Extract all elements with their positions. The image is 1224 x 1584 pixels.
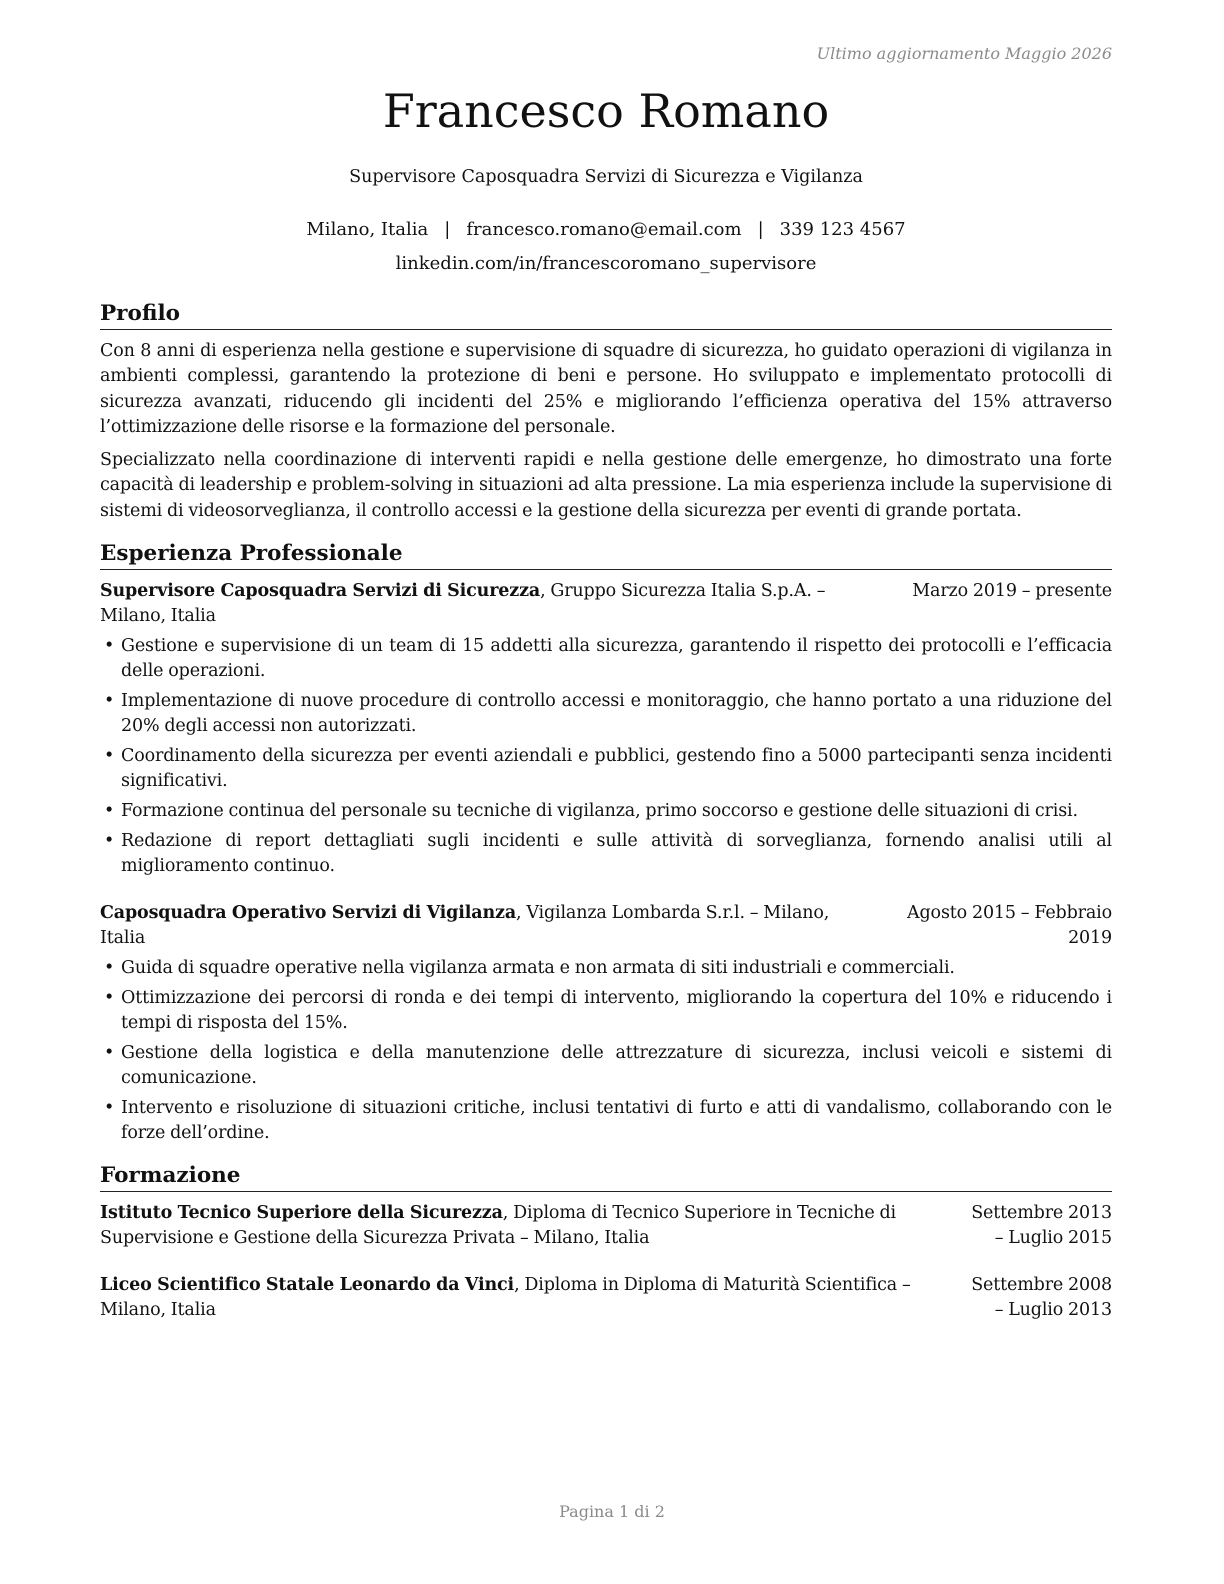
bullet-icon: •: [104, 745, 115, 766]
education-entry-header: [100, 1201, 1112, 1251]
experience-entry: [100, 579, 1112, 879]
experience-dates: Marzo 2019 – presente: [912, 580, 1112, 601]
last-updated: Ultimo aggiornamento Maggio 2026: [816, 44, 1112, 63]
list-item: [100, 1041, 1112, 1091]
experience-dates: Agosto 2015 – Febbraio 2019: [907, 902, 1112, 948]
job-role: Caposquadra Operativo Servizi di Vigilanza: [100, 902, 517, 923]
list-item: [100, 986, 1112, 1036]
bullet-text: Guida di squadre operative nella vigilanza armata e non armata di siti industriali e commerciali.: [121, 957, 955, 978]
school-name: Liceo Scientifico Statale Leonardo da Vinci: [100, 1274, 515, 1295]
linkedin-link[interactable]: linkedin.com/in/francescoromano_supervisore: [395, 253, 817, 274]
location: Milano, Italia: [306, 219, 429, 240]
email-link[interactable]: francesco.romano@email.com: [466, 219, 742, 240]
education-entry-title: [100, 1273, 962, 1323]
contact-line: [100, 219, 1112, 240]
job-role: Supervisore Caposquadra Servizi di Sicurezza: [100, 580, 541, 601]
job-title: Supervisore Caposquadra Servizi di Sicurezza e Vigilanza: [349, 167, 863, 187]
education-dates: Settembre 2008 – Luglio 2013: [971, 1274, 1112, 1320]
bullet-icon: •: [104, 957, 115, 978]
experience-entry-title: [100, 901, 877, 951]
education-dates: Settembre 2013 – Luglio 2015: [971, 1202, 1112, 1248]
bullet-text: Gestione della logistica e della manutenzione delle attrezzature di sicurezza, inclusi veicoli e sistemi di comunicazione.: [121, 1042, 1112, 1088]
experience-entry-header: [100, 901, 1112, 951]
bullet-text: Coordinamento della sicurezza per eventi aziendali e pubblici, gestendo fino a 5000 partecipanti senza incidenti significativi.: [121, 745, 1112, 791]
bullet-text: Gestione e supervisione di un team di 15 addetti alla sicurezza, garantendo il rispetto dei protocolli e l’efficacia delle operazioni.: [121, 635, 1112, 681]
bullet-icon: •: [104, 830, 115, 851]
experience-entry-header: [100, 579, 1112, 629]
bullet-icon: •: [104, 1097, 115, 1118]
bullet-text: Formazione continua del personale su tecniche di vigilanza, primo soccorso e gestione delle situazioni di crisi.: [121, 800, 1078, 821]
bullet-icon: •: [104, 635, 115, 656]
school-name: Istituto Tecnico Superiore della Sicurezza: [100, 1202, 503, 1223]
experience-entry-title: [100, 579, 912, 629]
profile-paragraph: Con 8 anni di esperienza nella gestione e supervisione di squadre di sicurezza, ho guidato operazioni di vigilanza in ambienti complessi, garantendo la protezione di beni e persone. Ho sviluppato e implementato protocolli di sicurezza avanzati, riducendo gli incidenti del 25% e migliorando l’efficienza operativa del 15% attraverso l’ottimizzazione delle risorse e la formazione del personale.: [100, 340, 1112, 437]
bullet-text: Intervento e risoluzione di situazioni critiche, inclusi tentativi di furto e atti di vandalismo, collaborando con le forze dell’ordine.: [121, 1097, 1112, 1143]
degree: , Diploma di Tecnico Superiore in Tecniche di Supervisione e Gestione della Sicurezza Privata – Milano, Italia: [100, 1202, 896, 1248]
resume-content: [100, 300, 1112, 1323]
experience-section: [100, 540, 1112, 1146]
education-entry-title: [100, 1201, 962, 1251]
list-item: [100, 799, 1112, 824]
candidate-name: Francesco Romano: [382, 84, 830, 138]
employer: , Gruppo Sicurezza Italia S.p.A. – Milano, Italia: [100, 580, 826, 626]
list-item: [100, 956, 1112, 981]
profile-section: [100, 300, 1112, 524]
section-title-education: Formazione: [100, 1162, 1112, 1192]
experience-bullets: [100, 634, 1112, 879]
bullet-text: Redazione di report dettagliati sugli incidenti e sulle attività di sorveglianza, fornendo analisi utili al miglioramento continuo.: [121, 830, 1112, 876]
contact-separator: |: [757, 219, 764, 240]
list-item: [100, 1096, 1112, 1146]
bullet-icon: •: [104, 800, 115, 821]
page-number: Pagina 1 di 2: [559, 1502, 665, 1521]
section-title-profile: Profilo: [100, 300, 1112, 330]
degree: , Diploma in Diploma di Maturità Scientifica – Milano, Italia: [100, 1274, 911, 1320]
list-item: [100, 744, 1112, 794]
bullet-icon: •: [104, 690, 115, 711]
education-entry-header: [100, 1273, 1112, 1323]
education-section: [100, 1162, 1112, 1323]
employer: , Vigilanza Lombarda S.r.l. – Milano, Italia: [100, 902, 830, 948]
list-item: [100, 829, 1112, 879]
experience-entry: [100, 901, 1112, 1146]
list-item: [100, 634, 1112, 684]
list-item: [100, 689, 1112, 739]
experience-bullets: [100, 956, 1112, 1146]
profile-paragraph: Specializzato nella coordinazione di interventi rapidi e nella gestione delle emergenze, ho dimostrato una forte capacità di leadership e problem-solving in situazioni ad alta pressione. La mia esperienza include la supervisione di sistemi di videosorveglianza, il controllo accessi e la gestione della sicurezza per eventi di grande portata.: [100, 450, 1112, 521]
bullet-icon: •: [104, 1042, 115, 1063]
phone-number: 339 123 4567: [779, 219, 906, 240]
education-entry: [100, 1273, 1112, 1323]
section-title-experience: Esperienza Professionale: [100, 540, 1112, 570]
bullet-icon: •: [104, 987, 115, 1008]
bullet-text: Ottimizzazione dei percorsi di ronda e dei tempi di intervento, migliorando la copertura del 10% e riducendo i tempi di risposta del 15%.: [121, 987, 1112, 1033]
education-entry: [100, 1201, 1112, 1251]
bullet-text: Implementazione di nuove procedure di controllo accessi e monitoraggio, che hanno portato a una riduzione del 20% degli accessi non autorizzati.: [121, 690, 1112, 736]
contact-separator: |: [444, 219, 451, 240]
